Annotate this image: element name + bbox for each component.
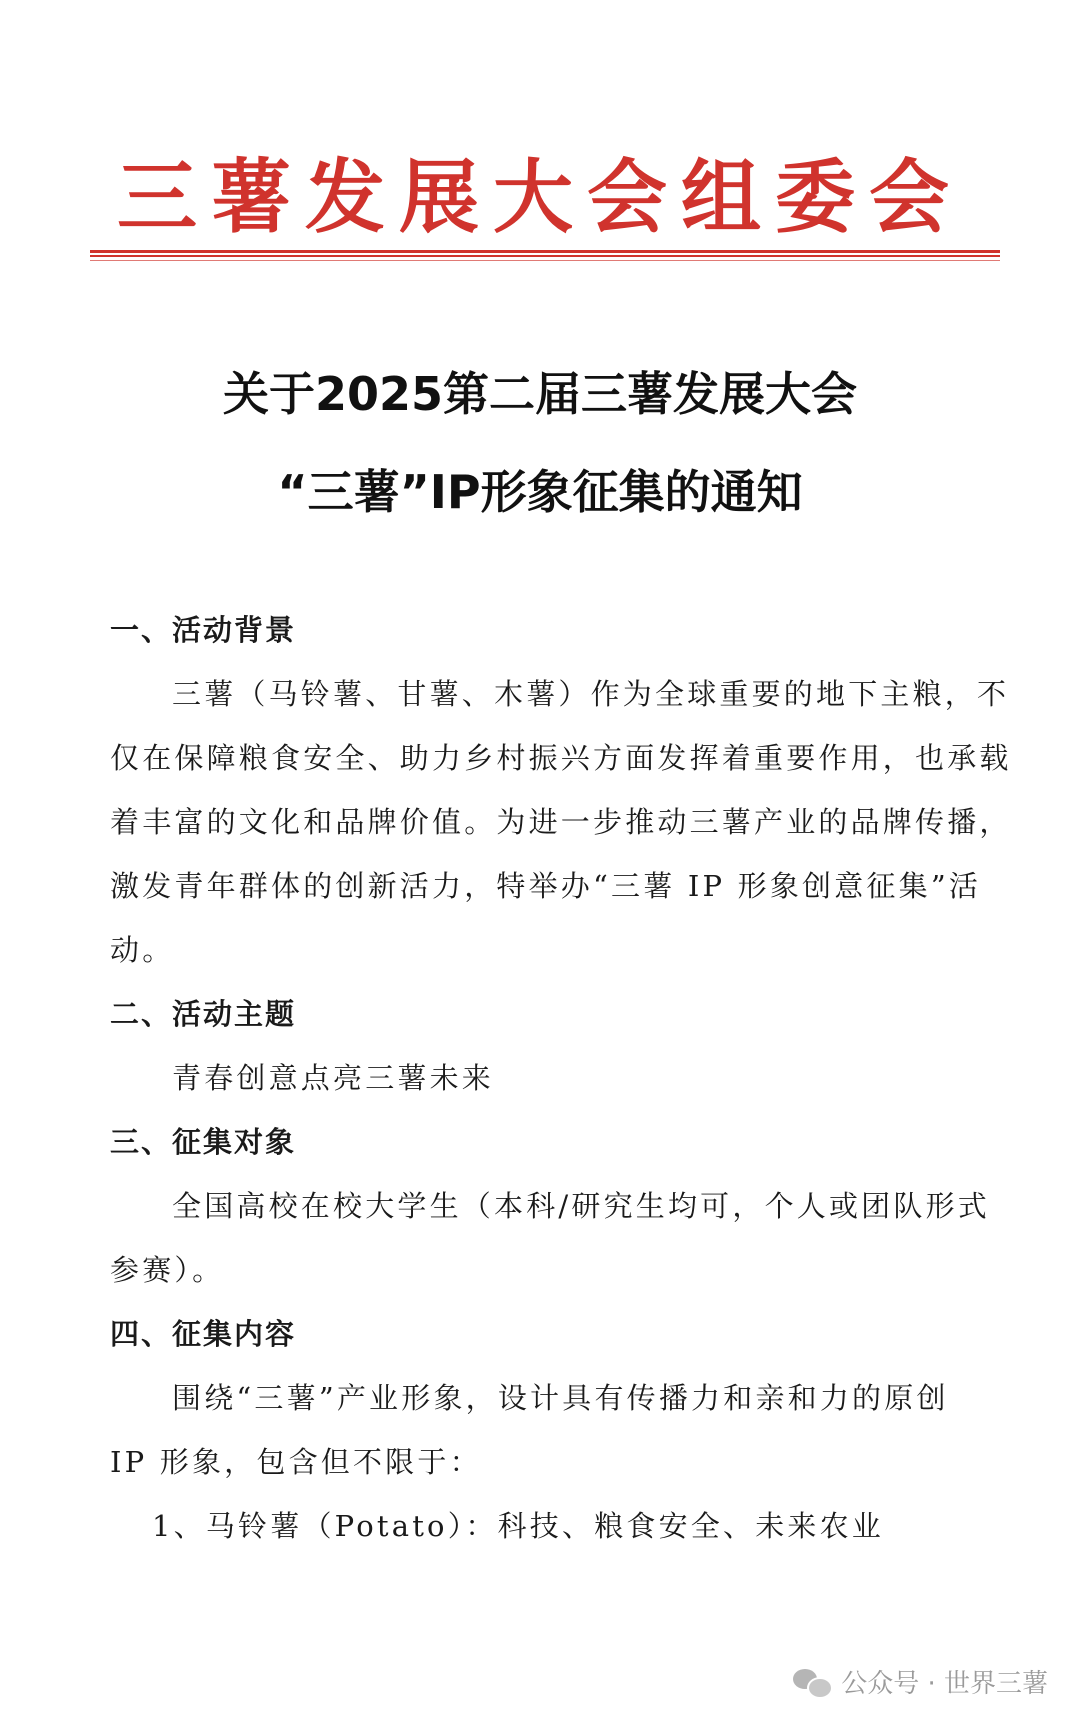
paragraph-line: 参赛）。 xyxy=(110,1253,225,1287)
paragraph-line: 青春创意点亮三薯未来 xyxy=(172,1061,495,1095)
header-red-rule xyxy=(90,250,1000,257)
organization-header: 三薯发展大会组委会 xyxy=(117,151,963,244)
paragraph-line: 全国高校在校大学生（本科/研究生均可，个人或团队形式 xyxy=(172,1189,990,1223)
paragraph-line: 围绕“三薯”产业形象，设计具有传播力和亲和力的原创 xyxy=(172,1381,949,1415)
paragraph-line: 激发青年群体的创新活力，特举办“三薯 IP 形象创意征集”活 xyxy=(110,869,982,903)
paragraph-line: 着丰富的文化和品牌价值。为进一步推动三薯产业的品牌传播， xyxy=(110,805,1012,839)
document-body xyxy=(110,598,1012,1558)
paragraph-line: 仅在保障粮食安全、助力乡村振兴方面发挥着重要作用，也承载 xyxy=(110,741,1012,775)
header-red-rule-thin xyxy=(90,260,1000,261)
paragraph-line: 三薯（马铃薯、甘薯、木薯）作为全球重要的地下主粮，不 xyxy=(172,677,1010,711)
section-heading-participants: 三、征集对象 xyxy=(110,1125,297,1159)
document-title-line-2: “三薯”IP形象征集的通知 xyxy=(277,465,803,519)
list-item: 1、马铃薯（Potato）：科技、粮食安全、未来农业 xyxy=(152,1509,885,1543)
watermark-text: 公众号 · 世界三薯 xyxy=(841,1669,1048,1699)
section-heading-theme: 二、活动主题 xyxy=(110,997,297,1031)
document-title-line-1: 关于2025第二届三薯发展大会 xyxy=(222,367,858,421)
section-heading-content: 四、征集内容 xyxy=(110,1317,297,1351)
wechat-icon xyxy=(793,1667,831,1697)
paragraph-line: IP 形象，包含但不限于： xyxy=(110,1445,482,1479)
paragraph-line: 动。 xyxy=(110,933,175,967)
section-heading-background: 一、活动背景 xyxy=(110,613,297,647)
watermark xyxy=(793,1663,1048,1700)
